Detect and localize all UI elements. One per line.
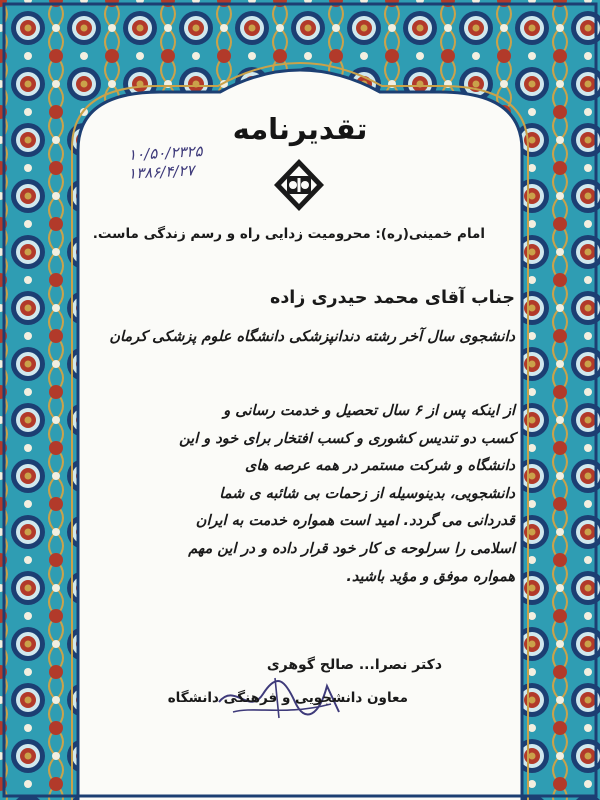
recipient-description: دانشجوی سال آخر رشته دندانپزشکی دانشگاه علوم پزشکی کرمان bbox=[109, 329, 515, 345]
university-emblem-icon bbox=[273, 158, 325, 212]
signatory-name: دکتر نصرا... صالح گوهری bbox=[266, 657, 442, 673]
body-line: دانشگاه و شرکت مستمر در همه عرصه های bbox=[245, 458, 515, 475]
body-line: قدردانی می گردد. امید است همواره خدمت به ایران bbox=[195, 513, 515, 530]
body-line: اسلامی را سرلوحه ی کار خود قرار داده و در این مهم bbox=[188, 540, 515, 557]
body-line: همواره موفق و مؤید باشید. bbox=[346, 568, 515, 585]
khomeini-quote: امام خمینی(ره): محرومیت زدایی راه و رسم زندگی ماست. bbox=[92, 226, 485, 242]
recipient-name: جناب آقای محمد حیدری زاده bbox=[270, 288, 515, 308]
reference-number: ۱۰/۵۰/۲۳۲۵ bbox=[127, 142, 203, 164]
certificate-body bbox=[92, 398, 515, 591]
body-line: دانشجویی، بدینوسیله از زحمات بی شائبه ی شما bbox=[219, 485, 515, 502]
body-line: کسب دو تندیس کشوری و کسب افتخار برای خود و این bbox=[179, 430, 515, 447]
issue-date: ۱۳۸۶/۴/۲۷ bbox=[127, 161, 195, 183]
body-line: از اینکه پس از ۶ سال تحصیل و خدمت رسانی و bbox=[223, 403, 515, 419]
signatory-title: معاون دانشجویی و فرهنگی دانشگاه bbox=[167, 690, 408, 706]
certificate-title: تقدیرنامه bbox=[232, 112, 368, 146]
